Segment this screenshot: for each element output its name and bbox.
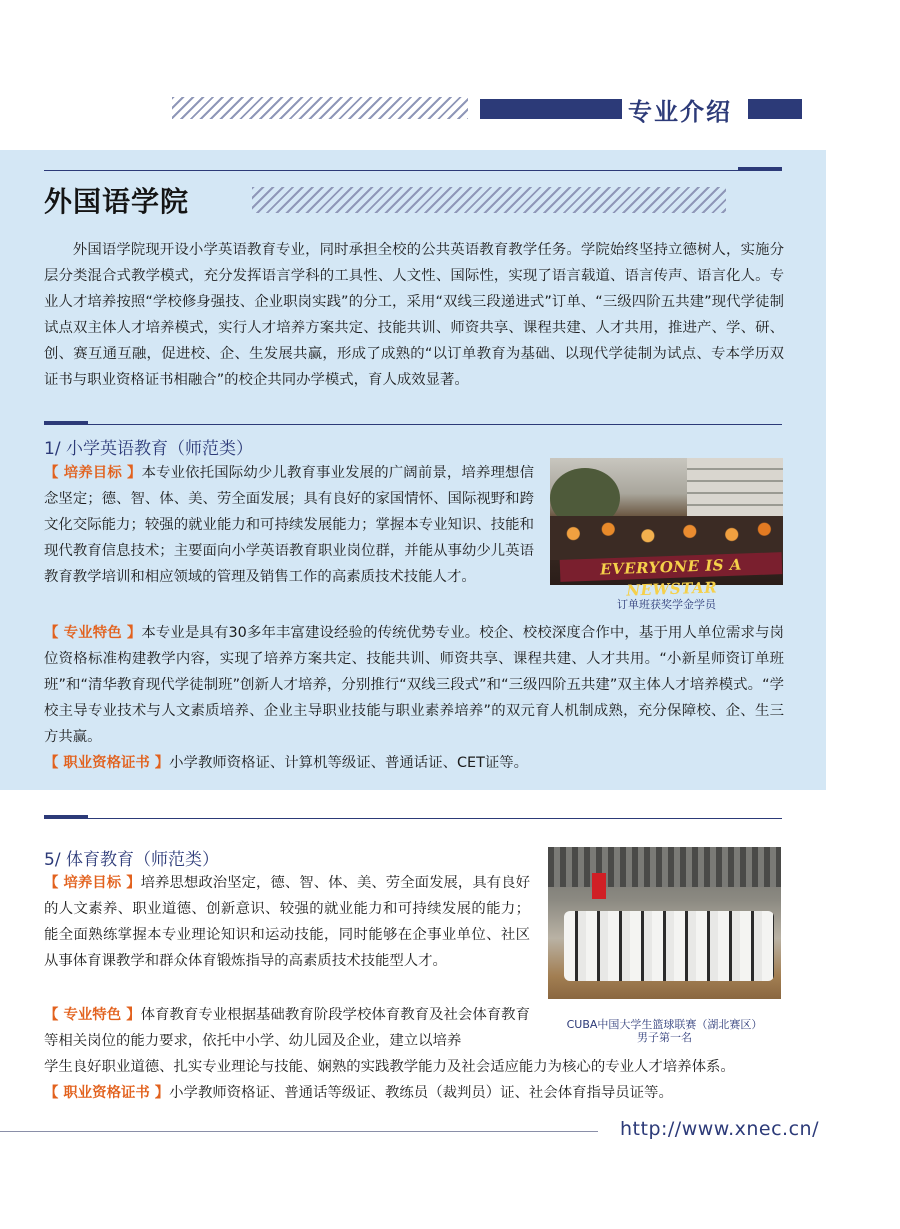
section1-accent xyxy=(44,421,88,424)
section5-accent xyxy=(44,815,88,818)
college-title: 外国语学院 xyxy=(44,185,190,218)
footer-url-link[interactable]: http://www.xnec.cn/ xyxy=(620,1118,819,1140)
section1-feature-text: 本专业是具有30多年丰富建设经验的传统优势专业。校企、校校深度合作中，基于用人单位需求与岗位资格标准构建教学内容，实现了培养方案共定、技能共训、师资共享、课程共建、人才共用。“小新星师资订单班班”和“清华教育现代学徒制班”创新人才培养，分别推行“双线三段式”和“三级四阶五共建”双主体人才培养模式。“学校主导专业技术与人文素质培养、企业主导职业技能与职业素养培养”的双元育人机制成熟，充分保障校、企、生三方共赢。 xyxy=(44,625,784,745)
photo2-flag xyxy=(592,873,606,899)
college-intro: 外国语学院现开设小学英语教育专业，同时承担全校的公共英语教育教学任务。学院始终坚持立德树人，实施分层分类混合式教学模式，充分发挥语言学科的工具性、人文性、国际性，实现了语言载道、语言传声、语言化人。专业人才培养按照“学校修身强技、企业职岗实践”的分工，采用“双线三段递进式”订单、“三级四阶五共建”现代学徒制试点双主体人才培养模式，实行人才培养方案共定、技能共训、师资共享、课程共建、人才共用，推进产、学、研、创、赛互通互融，促进校、企、生发展共赢，形成了成熟的“以订单教育为基础、以现代学徒制为试点、专本学历双证书与职业资格证书相融合”的校企共同办学模式，育人成效显著。 xyxy=(44,242,784,388)
photo2-caption-line2: 男子第一名 xyxy=(637,1031,692,1044)
section1-goal xyxy=(44,460,534,590)
photo2-caption-line1: CUBA中国大学生篮球联赛（湖北赛区） xyxy=(566,1018,763,1031)
section1-feature-label: 【 专业特色 】 xyxy=(44,625,142,641)
photo2-caption xyxy=(548,1018,781,1044)
section1-cert xyxy=(44,750,784,776)
section5-rule xyxy=(44,818,782,819)
header-bar-right xyxy=(748,99,802,119)
photo2-team xyxy=(564,911,774,981)
section5-cert-label: 【 职业资格证书 】 xyxy=(44,1085,170,1101)
section1-cert-text: 小学教师资格证、计算机等级证、普通话证、CET证等。 xyxy=(169,755,529,771)
header-hatch-decoration xyxy=(172,97,468,119)
panel-top-accent xyxy=(738,167,782,170)
section5-feature-label: 【 专业特色 】 xyxy=(44,1007,141,1023)
section5-goal-label: 【 培养目标 】 xyxy=(44,875,141,891)
section5-feature xyxy=(44,1002,530,1054)
photo1-caption: 订单班获奖学金学员 xyxy=(617,598,716,611)
section1-goal-label: 【 培养目标 】 xyxy=(44,465,142,481)
section5-cert-text: 小学教师资格证、普通话等级证、教练员（裁判员）证、社会体育指导员证等。 xyxy=(169,1085,673,1101)
section5-heading: 5/ 体育教育（师范类） xyxy=(44,850,219,870)
basketball-team-photo xyxy=(548,847,781,999)
section5-goal-text: 培养思想政治坚定，德、智、体、美、劳全面发展，具有良好的人文素养、职业道德、创新意识、较强的就业能力和可持续发展的能力；能全面熟练掌握本专业理论知识和运动技能，同时能够在企事业单位、社区从事体育课教学和群众体育锻炼指导的高素质技术技能型人才。 xyxy=(44,875,530,969)
footer-rule xyxy=(0,1131,598,1132)
section1-goal-text: 本专业依托国际幼少儿教育事业发展的广阔前景，培养理想信念坚定；德、智、体、美、劳全面发展；具有良好的家国情怀、国际视野和跨文化交际能力；较强的就业能力和可持续发展能力；掌握本专业知识、技能和现代教育信息技术；主要面向小学英语教育职业岗位群，并能从事幼少儿英语教育教学培训和相应领域的管理及销售工作的高素质技术技能人才。 xyxy=(44,465,534,585)
order-class-photo xyxy=(550,458,783,600)
section1-feature xyxy=(44,620,784,750)
title-hatch-decoration xyxy=(252,187,726,213)
section5-feature-continued: 学生良好职业道德、扎实专业理论与技能、娴熟的实践教学能力及社会适应能力为核心的专业人才培养体系。 xyxy=(44,1059,735,1075)
section5-goal xyxy=(44,870,530,974)
photo1-banner: EVERYONE IS A NEWSTAR xyxy=(560,552,783,582)
photo2-roof xyxy=(548,847,781,887)
section1-rule xyxy=(44,424,782,425)
section1-heading: 1/ 小学英语教育（师范类） xyxy=(44,439,253,459)
header-bar-left xyxy=(480,99,622,119)
page-section-title: 专业介绍 xyxy=(628,98,732,126)
panel-top-rule xyxy=(44,170,782,171)
section1-cert-label: 【 职业资格证书 】 xyxy=(44,755,170,771)
section5-cert xyxy=(44,1080,792,1106)
section5-feature-text: 体育教育专业根据基础教育阶段学校体育教育及社会体育教育等相关岗位的能力要求，依托中小学、幼儿园及企业，建立以培养 xyxy=(44,1007,530,1049)
